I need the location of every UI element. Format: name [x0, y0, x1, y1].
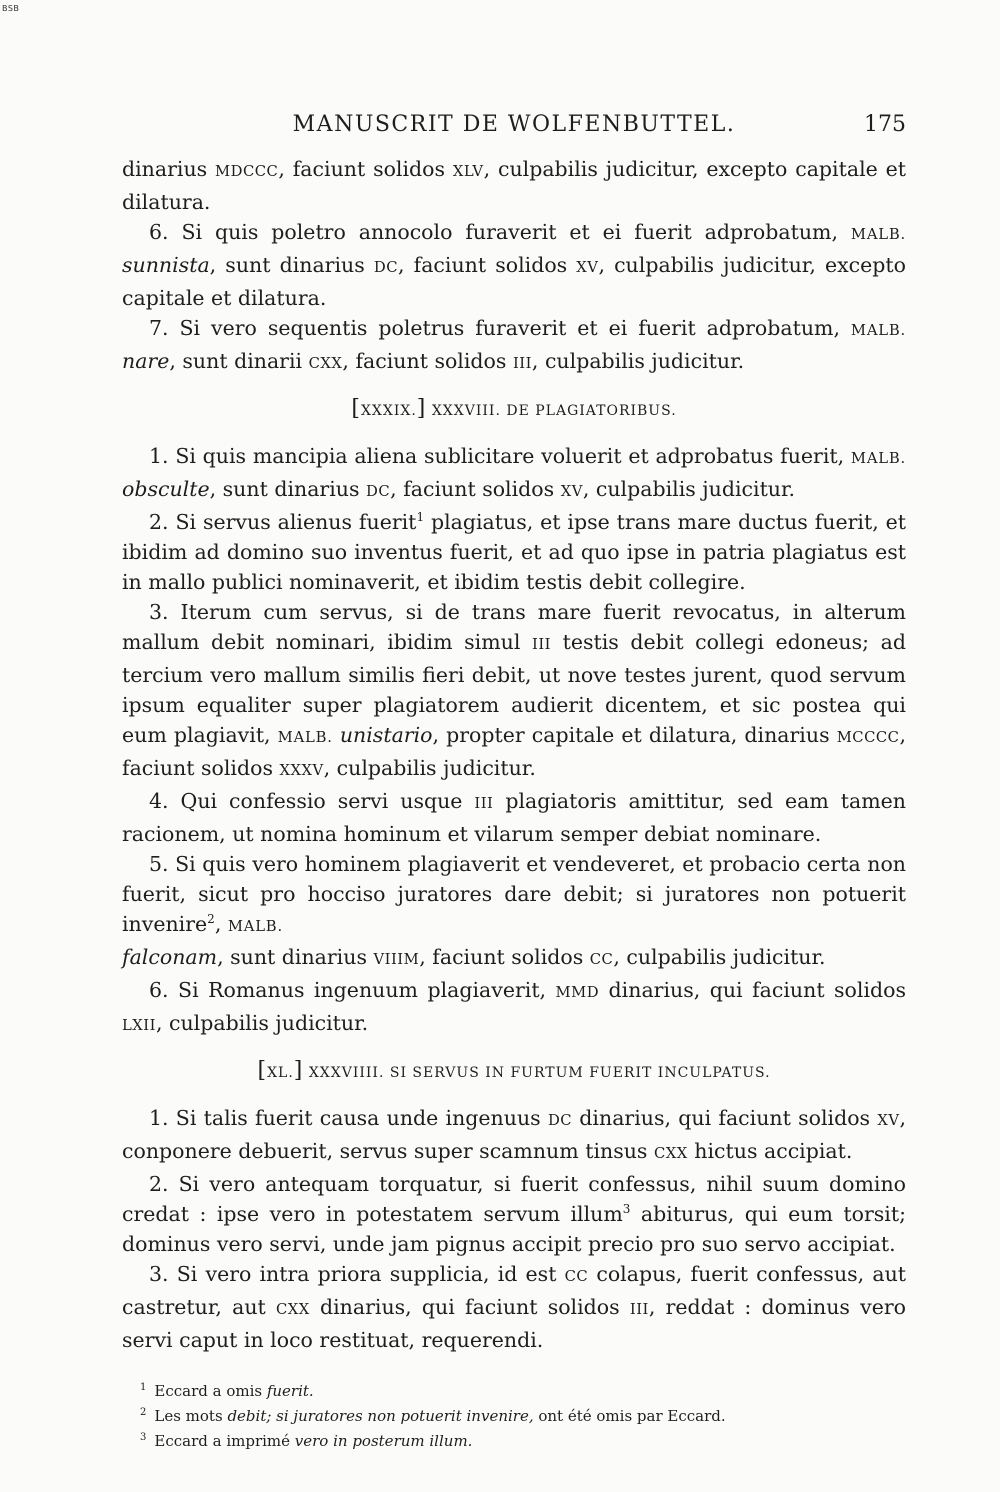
paragraph-2: 2. Si servus alienus fuerit$^1$ plagiatus, et ipse trans mare ductus fuerit, et ibidim ad domino suo inventus fuerit, et ad quo ipse in patria plagiatus est in mallo publici nominaverit, et ibidim testis debit collegire.	[122, 510, 906, 594]
footnote-2: $^2$ Les mots debit; si juratores non potuerit invenire, ont été omis par Eccard.	[140, 1407, 726, 1425]
paragraph-2c: 2. Si vero antequam torquatur, si fuerit confessus, nihil suum domino credat : ipse vero in potestatem servum illum$^3$ abiturus, qui eum torsit; dominus vero servi, unde jam pignus accipit precio pro suo servo accipiat.	[122, 1172, 906, 1256]
section-heading-40: [XL.] XXXVIIII. SI SERVUS IN FURTUM FUERIT INCULPATUS.	[257, 1058, 771, 1083]
footnote-ref: 2	[207, 912, 215, 927]
footnote-3: $^3$ Eccard a imprimé vero in posterum illum.	[140, 1432, 473, 1450]
paragraph-6: 6. Si quis poletro annocolo furaverit et ei fuerit adprobatum, MALB. sunnista, sunt dinarius DC, faciunt solidos XV, culpabilis judicitur, excepto capitale et dilatura.	[122, 220, 906, 310]
footnote-1: $^1$ Eccard a omis fuerit.	[140, 1382, 314, 1400]
footnote-ref: 3	[622, 1202, 631, 1217]
page-content	[122, 110, 906, 1452]
footnote-ref: 1	[416, 510, 425, 525]
paragraph-5: 5. Si quis vero hominem plagiaverit et vendeveret, et probacio certa non fuerit, sicut pro hocciso juratores dare debit; si juratores non potuerit invenire$^2$, MALB. falconam, sunt dinarius VIIIM, faciunt solidos CC, culpabilis judicitur.	[122, 852, 906, 969]
paragraph-6b: 6. Si Romanus ingenuum plagiaverit, MMD dinarius, qui faciunt solidos LXII, culpabilis judicitur.	[122, 978, 906, 1035]
paragraph-continuation: dinarius MDCCC, faciunt solidos XLV, culpabilis judicitur, excepto capitale et dilatura.	[122, 157, 906, 214]
paragraph-1c: 1. Si talis fuerit causa unde ingenuus DC dinarius, qui faciunt solidos XV, conponere debuerit, servus super scamnum tinsus CXX hictus accipiat.	[122, 1106, 906, 1163]
running-title: MANUSCRIT DE WOLFENBUTTEL.	[292, 112, 736, 137]
page-number: 175	[864, 112, 906, 137]
paragraph-3c: 3. Si vero intra priora supplicia, id est CC colapus, fuerit confessus, aut castretur, aut CXX dinarius, qui faciunt solidos III, reddat : dominus vero servi caput in loco restituat, requerendi.	[122, 1262, 907, 1352]
paragraph-7: 7. Si vero sequentis poletrus furaverit et ei fuerit adprobatum, MALB. nare, sunt dinarii CXX, faciunt solidos III, culpabilis judicitur.	[122, 316, 906, 373]
paragraph-3: 3. Iterum cum servus, si de trans mare fuerit revocatus, in alterum mallum debit nominari, ibidim simul III testis debit collegi edoneus; ad tercium vero mallum similis fieri debit, ut nove testes jurent, quod servum ipsum equaliter super plagiatorem audierit dicentem, et sic postea qui eum plagiavit, MALB. unistario, propter capitale et dilatura, dinarius MCCCC, faciunt solidos XXXV, culpabilis judicitur.	[122, 600, 906, 780]
paragraph-1: 1. Si quis mancipia aliena sublicitare voluerit et adprobatus fuerit, MALB. obsculte, sunt dinarius DC, faciunt solidos XV, culpabilis judicitur.	[122, 444, 906, 501]
paragraph-4: 4. Qui confessio servi usque III plagiatoris amittitur, sed eam tamen racionem, ut nomina hominum et vilarum semper debiat nominare.	[122, 789, 906, 846]
section-heading-39: [XXXIX.] XXXVIII. DE PLAGIATORIBUS.	[351, 396, 677, 421]
library-stamp: BSB	[2, 4, 20, 13]
running-header	[122, 110, 906, 144]
footnotes	[122, 1377, 906, 1452]
